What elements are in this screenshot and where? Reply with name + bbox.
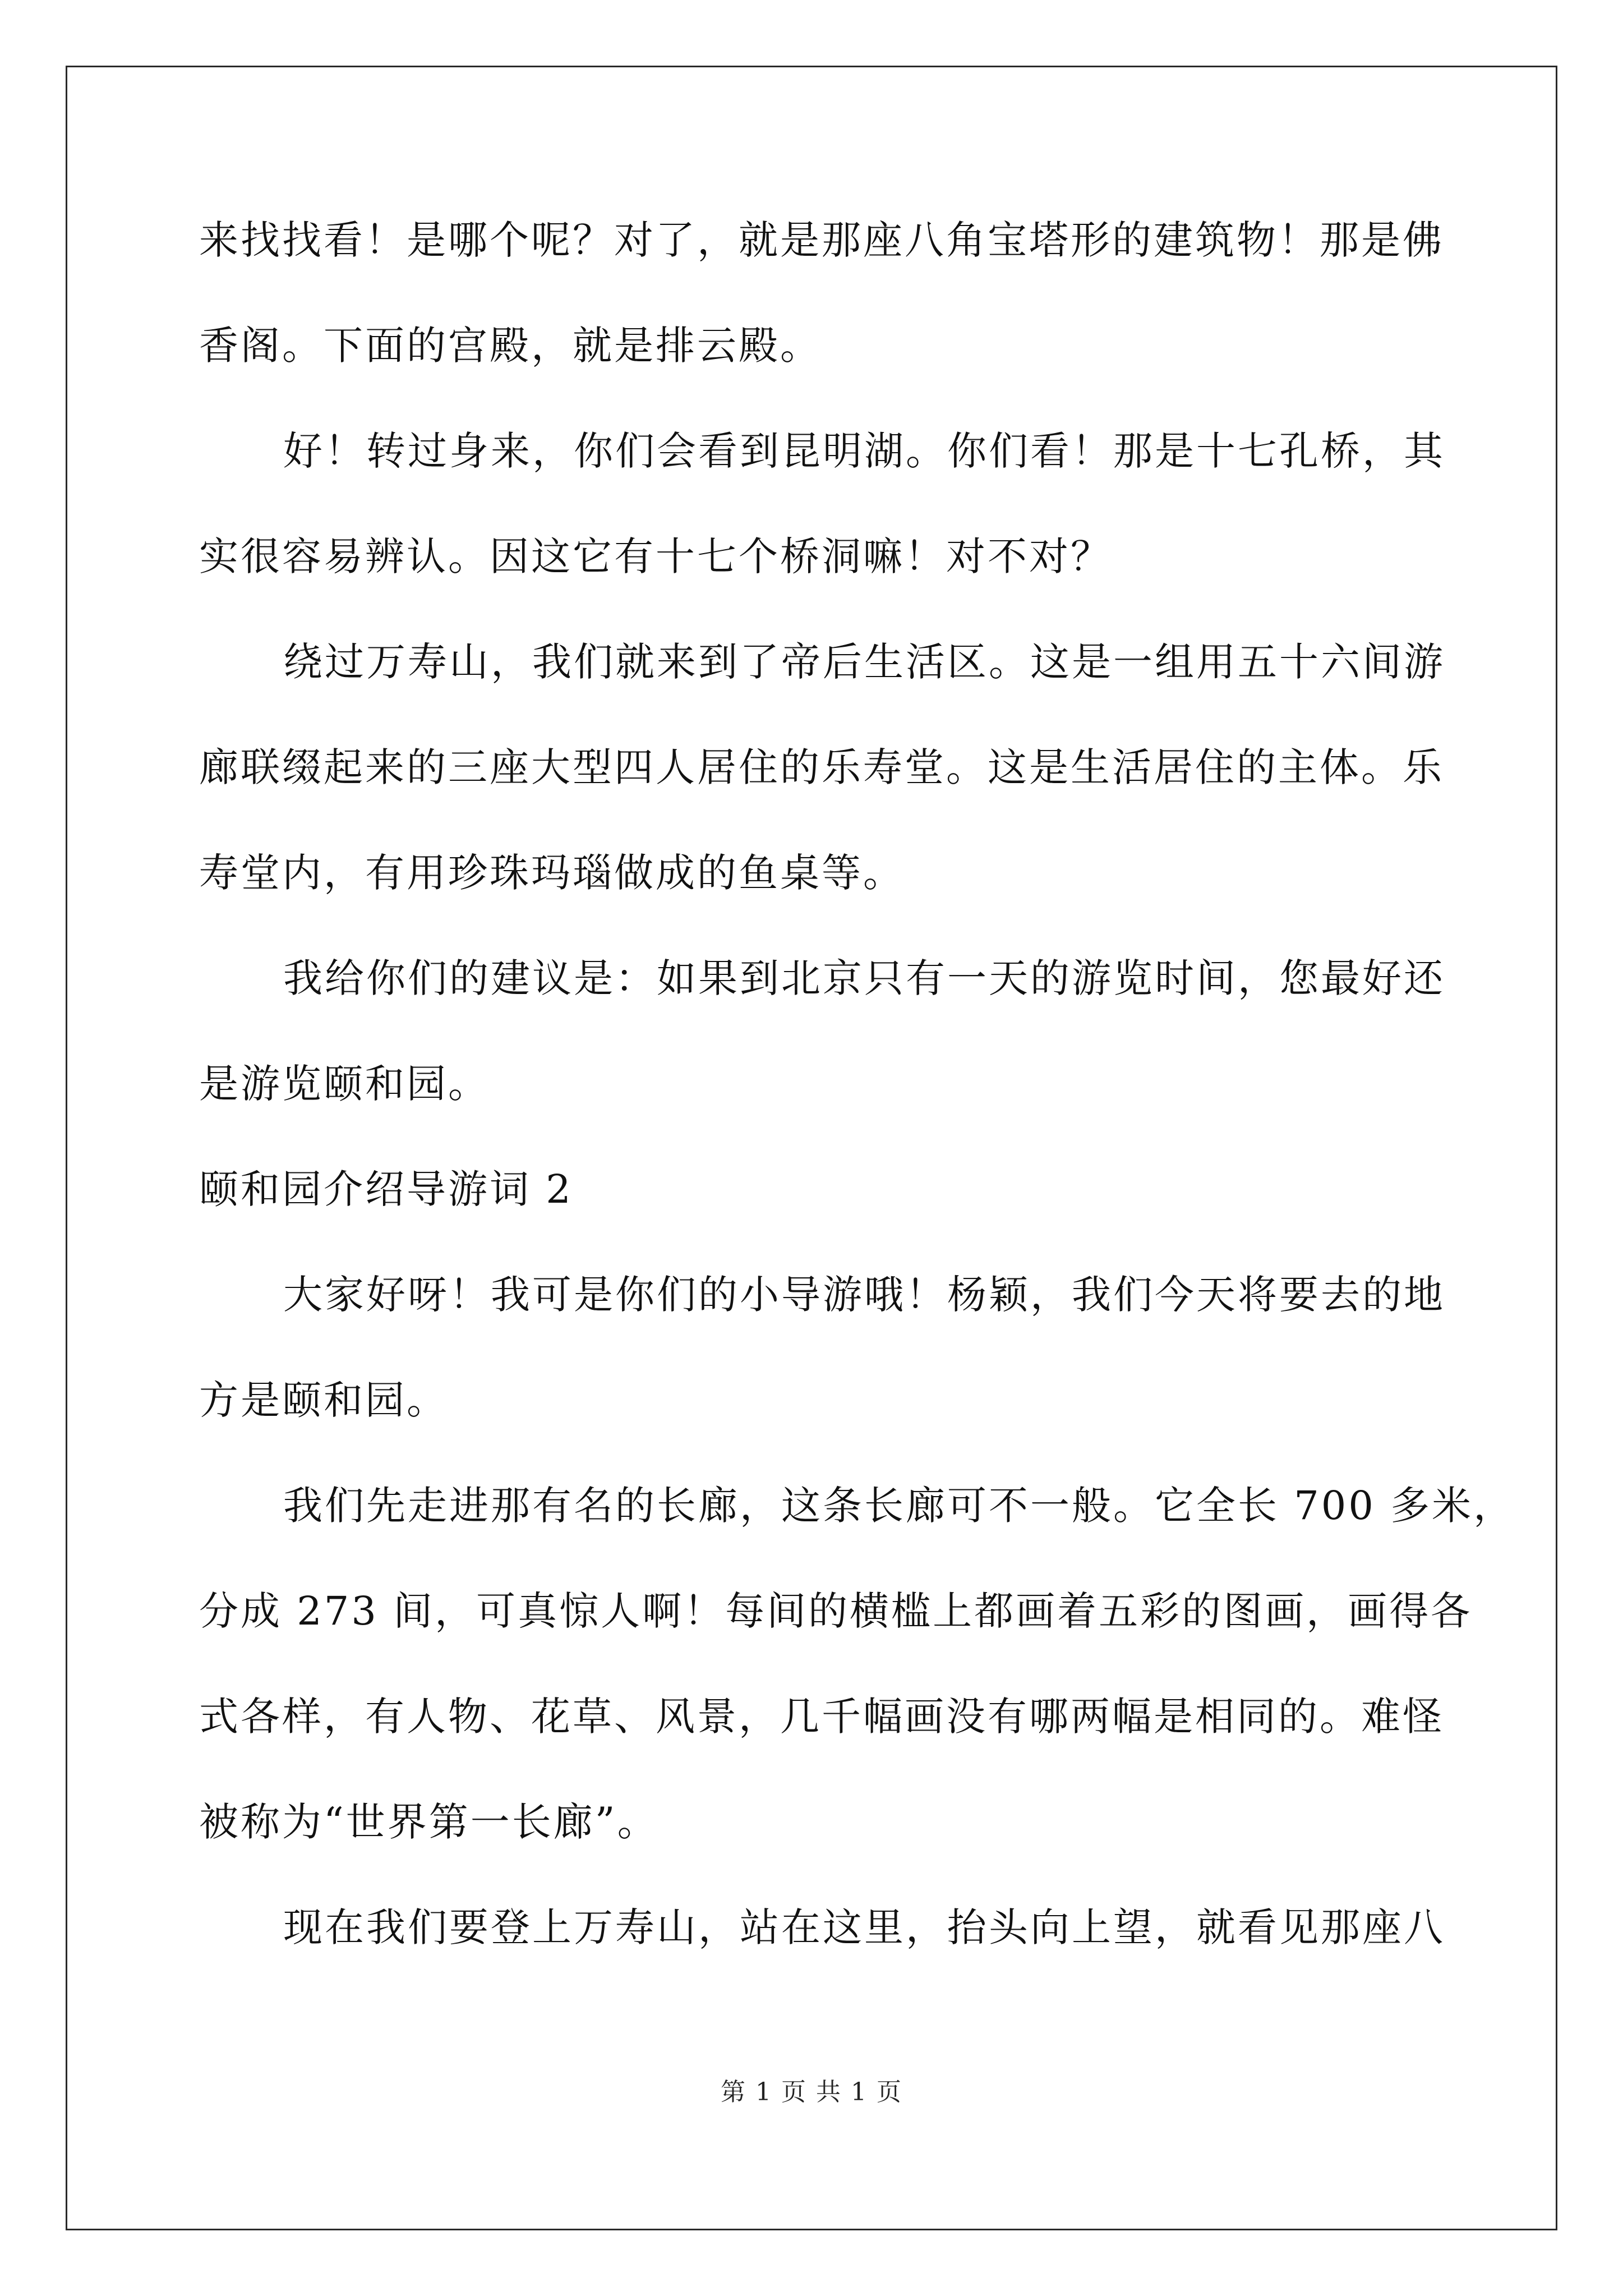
text-line: 实很容易辨认。因这它有十七个桥洞嘛！对不对？ [199, 533, 1112, 579]
page-footer: 第 1 页 共 1 页 [721, 2078, 902, 2106]
text-line: 被称为“世界第一长廊”。 [199, 1799, 659, 1845]
text-line: 寿堂内，有用珍珠玛瑙做成的鱼桌等。 [199, 850, 905, 896]
text-line: 香阁。下面的宫殿，就是排云殿。 [199, 323, 822, 369]
text-line: 来找找看！是哪个呢？对了，就是那座八角宝塔形的建筑物！那是佛 [199, 217, 1444, 263]
paragraph-start-line: 绕过万寿山，我们就来到了帝后生活区。这是一组用五十六间游 [283, 639, 1445, 685]
paragraph-start-line: 我们先走进那有名的长廊，这条长廊可不一般。它全长 700 多米， [283, 1483, 1515, 1529]
text-line: 是游览颐和园。 [199, 1061, 490, 1107]
paragraph-start-line: 好！转过身来，你们会看到昆明湖。你们看！那是十七孔桥，其 [283, 428, 1445, 474]
paragraph-start-line: 大家好呀！我可是你们的小导游哦！杨颖，我们今天将要去的地 [283, 1272, 1445, 1318]
paragraph-start-line: 我给你们的建议是：如果到北京只有一天的游览时间，您最好还 [283, 955, 1445, 1001]
text-line: 方是颐和园。 [199, 1377, 448, 1423]
text-line: 分成 273 间，可真惊人啊！每间的横槛上都画着五彩的图画，画得各 [199, 1588, 1473, 1634]
paragraph-start-line: 现在我们要登上万寿山，站在这里，抬头向上望，就看见那座八 [283, 1904, 1445, 1950]
text-line: 式各样，有人物、花草、风景，几千幅画没有哪两幅是相同的。难怪 [199, 1694, 1444, 1740]
section-heading: 颐和园介绍导游词 2 [199, 1166, 573, 1212]
text-line: 廊联缀起来的三座大型四人居住的乐寿堂。这是生活居住的主体。乐 [199, 744, 1444, 790]
